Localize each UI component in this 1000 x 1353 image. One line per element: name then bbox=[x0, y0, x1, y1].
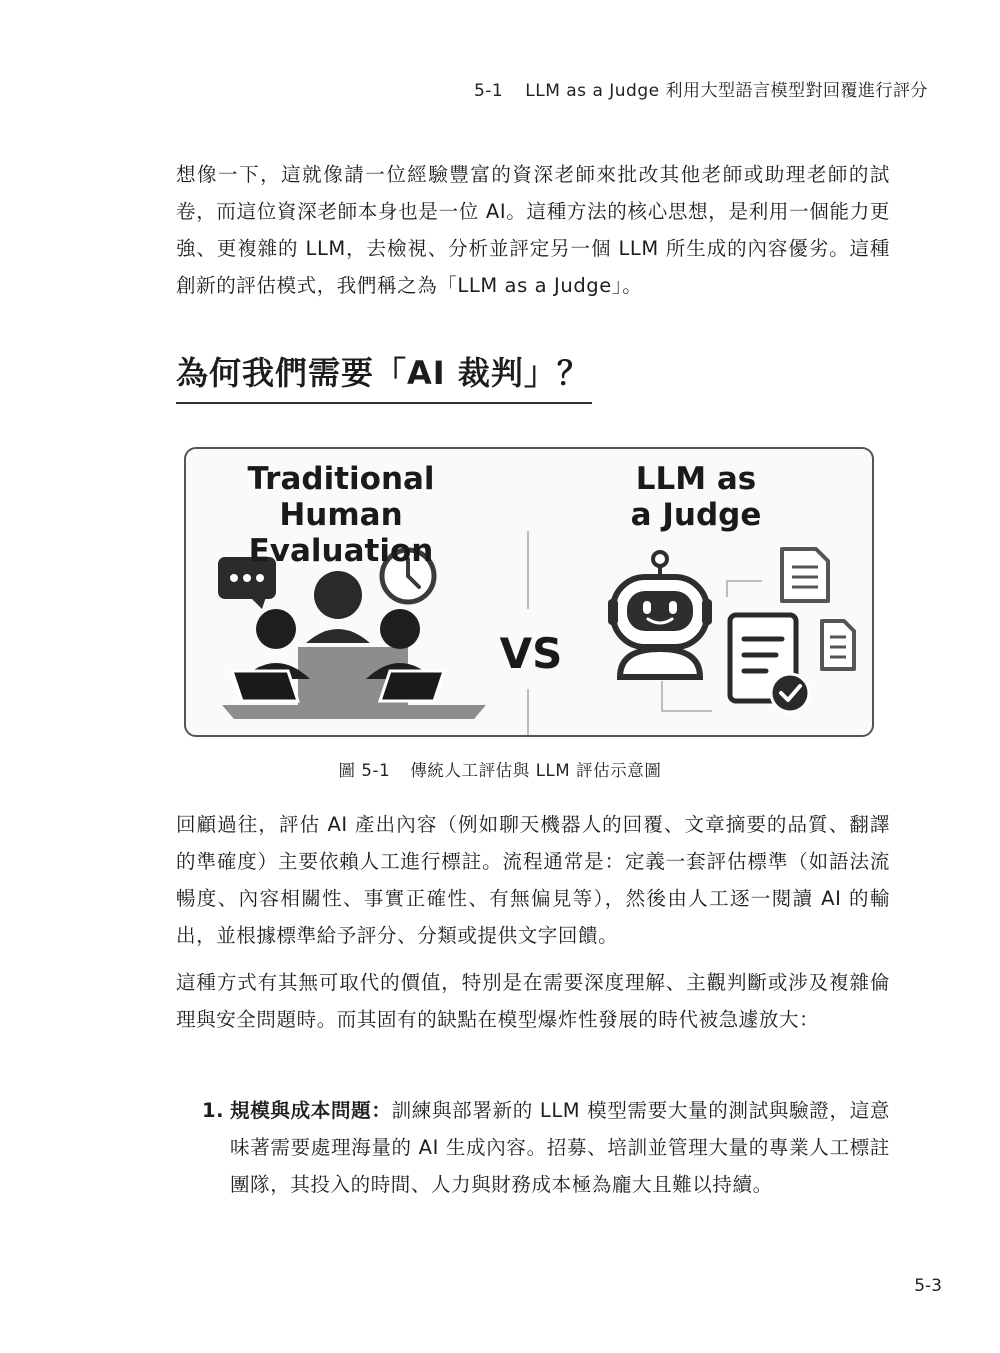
laptop-left-icon bbox=[232, 671, 298, 701]
list-marker: 1. bbox=[202, 1099, 225, 1122]
list-item-text: 訓練與部署新的 LLM 模型需要大量的測試與驗證，這意味著需要處理海量的 AI 生成內容。招募、培訓並管理大量的專業人工標註團隊，其投入的時間、人力與財務成本極為龐大且難以持續。 bbox=[230, 1099, 890, 1196]
list-item-term: 規模與成本問題： bbox=[230, 1099, 392, 1122]
comparison-figure bbox=[184, 447, 874, 737]
section-heading: 為何我們需要「AI 裁判」？ bbox=[176, 348, 592, 404]
figure-caption-label: 圖 5-1 bbox=[338, 761, 391, 780]
list-item bbox=[202, 1092, 890, 1203]
figure-caption-text: 傳統人工評估與 LLM 評估示意圖 bbox=[410, 761, 662, 780]
section-number: 5-1 bbox=[473, 81, 504, 101]
list-item-body bbox=[230, 1092, 890, 1203]
running-header-title: LLM as a Judge 利用大型語言模型對回覆進行評分 bbox=[525, 81, 928, 101]
page-number: 5-3 bbox=[914, 1276, 942, 1296]
document-top-icon bbox=[782, 549, 828, 601]
person-center-icon bbox=[306, 571, 370, 643]
traditional-title-line2: Human Evaluation bbox=[248, 497, 434, 569]
intro-paragraph: 想像一下，這就像請一位經驗豐富的資深老師來批改其他老師或助理老師的試卷，而這位資深老師本身也是一位 AI。這種方法的核心思想，是利用一個能力更強、更複雜的 LLM，去檢視、分析並評定另一個 LLM 所生成的內容優劣。這種創新的評估模式，我們稱之為「LLM as a Judge」。 bbox=[176, 163, 890, 297]
document-right-icon bbox=[822, 621, 854, 669]
running-header bbox=[474, 76, 928, 101]
robot-icon bbox=[608, 552, 712, 677]
value-paragraph: 這種方式有其無可取代的價值，特別是在需要深度理解、主觀判斷或涉及複雜倫理與安全問題時。而其固有的缺點在模型爆炸性發展的時代被急遽放大： bbox=[176, 971, 890, 1031]
traditional-title-line1: Traditional bbox=[247, 461, 435, 497]
llm-judge-title-line2: a Judge bbox=[630, 497, 762, 533]
laptop-right-icon bbox=[380, 671, 444, 701]
llm-judge-title bbox=[606, 461, 786, 533]
llm-judge-title-line1: LLM as bbox=[635, 461, 757, 497]
figure-caption bbox=[0, 757, 1000, 781]
vs-label: VS bbox=[499, 629, 563, 678]
traditional-evaluation-title bbox=[196, 461, 486, 569]
review-paragraph: 回顧過往，評估 AI 產出內容（例如聊天機器人的回覆、文章摘要的品質、翻譯的準確度）主要依賴人工進行標註。流程通常是：定義一套評估標準（如語法流暢度、內容相關性、事實正確性、有無偏見等），然後由人工逐一閱讀 AI 的輸出，並根據標準給予評分、分類或提供文字回饋。 bbox=[176, 813, 890, 947]
checkmark-icon bbox=[771, 674, 809, 712]
